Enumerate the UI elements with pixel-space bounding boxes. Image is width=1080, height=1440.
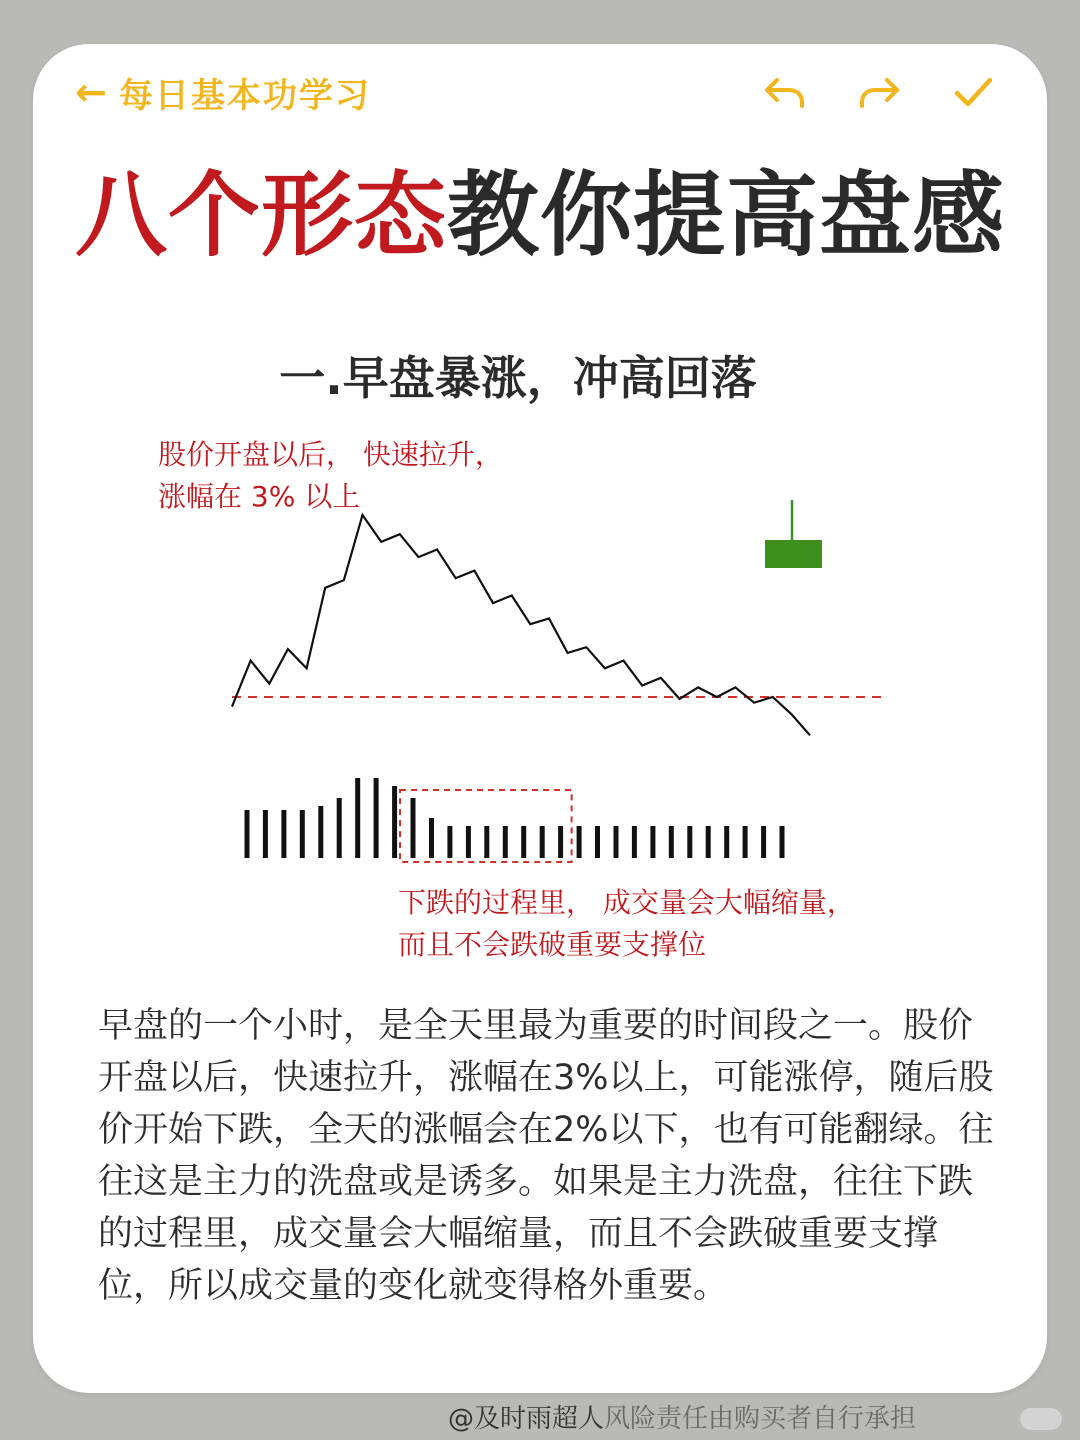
volume-bar [743, 826, 748, 858]
title-highlight: 八个形态 [74, 162, 447, 269]
corner-badge [1020, 1408, 1062, 1430]
back-button[interactable] [75, 68, 371, 117]
volume-bar [595, 826, 600, 858]
annotation-volume: 下跌的过程里， 成交量会大幅缩量， 而且不会跌破重要支撑位 [398, 886, 855, 961]
action-icons [761, 68, 997, 116]
title-rest: 教你提高盘感 [447, 162, 1006, 269]
volume-bar [263, 810, 268, 858]
volume-bar [650, 826, 655, 858]
volume-bar [355, 778, 360, 858]
page-title [0, 162, 1080, 269]
volume-bar [632, 826, 637, 858]
redo-icon[interactable] [855, 68, 903, 116]
disclaimer-text: 风险责任由购买者自行承担 [604, 1404, 917, 1434]
volume-bar [484, 826, 489, 858]
volume-bar [780, 826, 785, 858]
volume-bar [724, 826, 729, 858]
volume-bar [706, 826, 711, 858]
volume-bar [374, 778, 379, 858]
watermark-author: @及时雨超人 [448, 1404, 605, 1434]
body-paragraph: 早盘的一个小时，是全天里最为重要的时间段之一。股价开盘以后，快速拉升，涨幅在3%以上，可能涨停，随后股价开始下跌，全天的涨幅会在2%以下，也有可能翻绿。往往这是主力的洗盘或是诱多。如果是主力洗盘，往往下跌的过程里，成交量会大幅缩量，而且不会跌破重要支撑位，所以成交量的变化就变得格外重要。 [98, 1006, 994, 1306]
top-bar [75, 62, 1005, 122]
volume-bar [245, 810, 250, 858]
volume-bar [669, 826, 674, 858]
volume-bar [558, 826, 563, 858]
annotation-rise: 股价开盘以后， 快速拉升， 涨幅在 3% 以上 [158, 438, 503, 513]
section-heading: 一.早盘暴涨，冲高回落 [279, 351, 757, 405]
volume-bar [521, 826, 526, 858]
volume-bar [466, 826, 471, 858]
volume-bar [687, 826, 692, 858]
volume-bar [411, 798, 416, 858]
volume-bar [318, 806, 323, 858]
volume-bar [392, 786, 397, 858]
undo-icon[interactable] [761, 68, 809, 116]
volume-bar [337, 798, 342, 858]
volume-bar [300, 810, 305, 858]
volume-bar [281, 810, 286, 858]
candle-body [765, 540, 822, 568]
back-arrow-icon: ← [75, 70, 109, 114]
check-icon[interactable] [949, 68, 997, 116]
volume-bar [577, 826, 582, 858]
back-label: 每日基本功学习 [118, 75, 371, 116]
volume-bar [447, 826, 452, 858]
volume-bar [761, 826, 766, 858]
volume-bar [429, 818, 434, 858]
volume-bar [503, 826, 508, 858]
price-line [232, 515, 810, 735]
volume-bar [540, 826, 545, 858]
volume-bar [614, 826, 619, 858]
watermark [448, 1398, 916, 1435]
